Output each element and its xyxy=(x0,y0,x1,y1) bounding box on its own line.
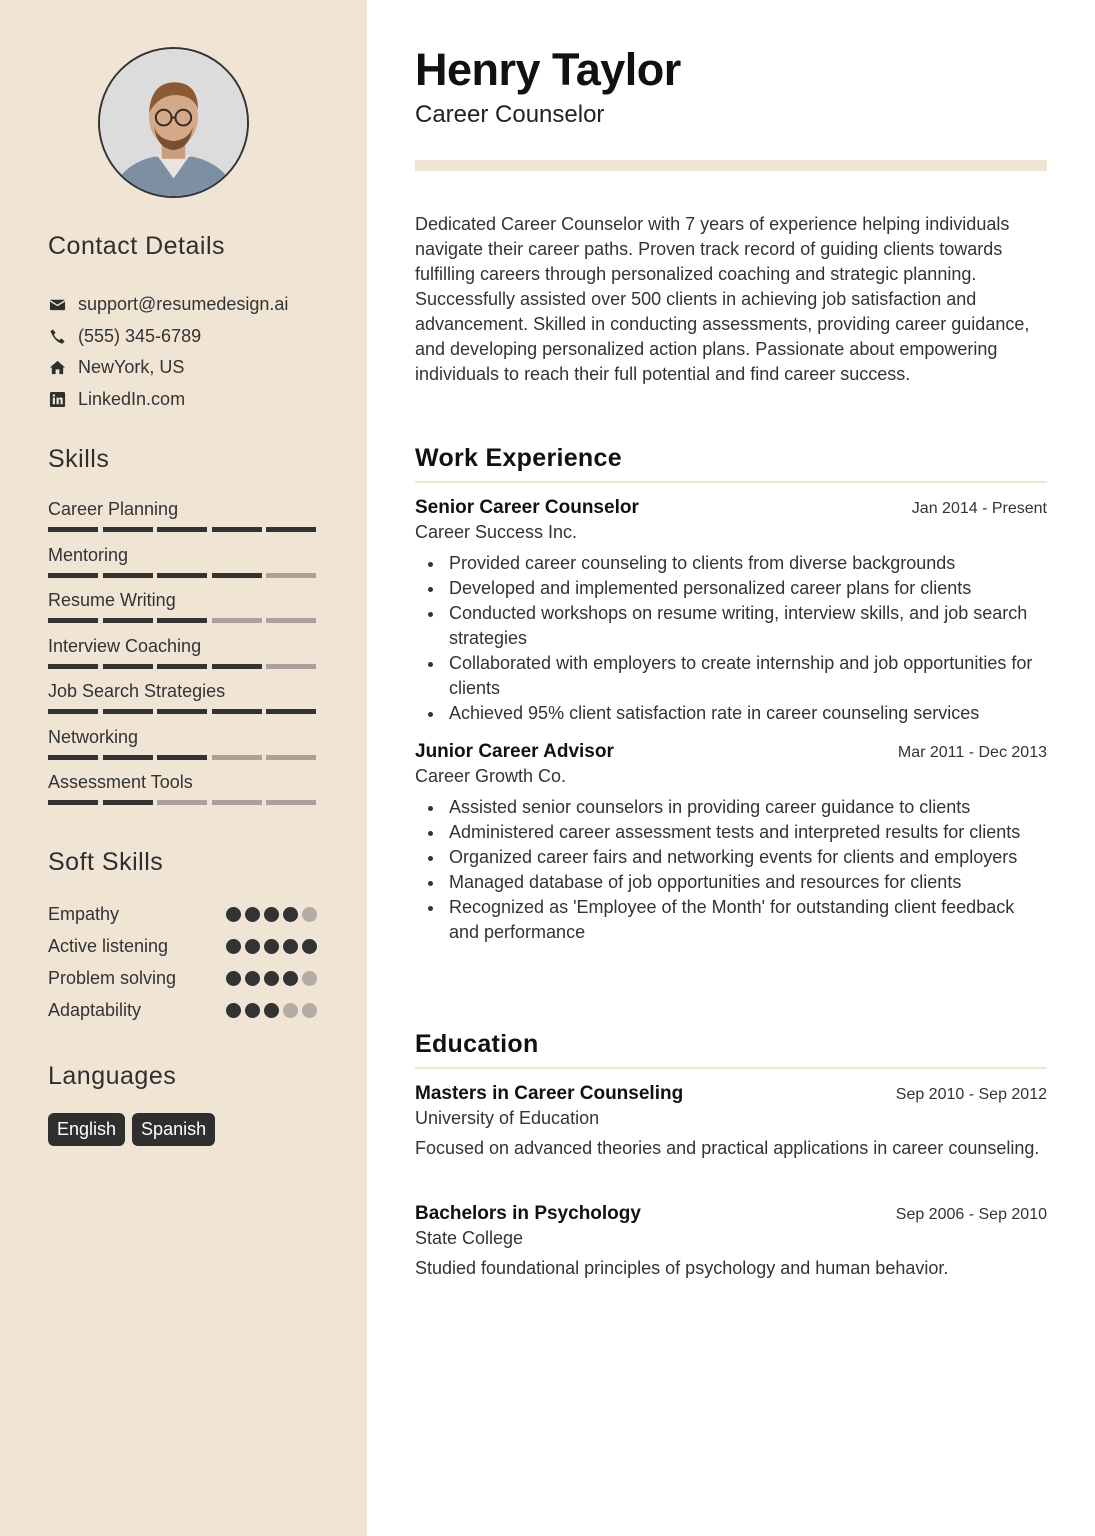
contact-phone-text[interactable]: (555) 345-6789 xyxy=(78,325,202,346)
rating-dot xyxy=(226,1003,241,1018)
skill-item xyxy=(48,678,318,724)
level-segment xyxy=(48,618,98,623)
job-bullet: Organized career fairs and networking events for clients and employers xyxy=(415,845,1047,870)
skill-item xyxy=(48,587,318,633)
level-segment xyxy=(212,618,262,623)
level-segment xyxy=(103,527,153,532)
education-entry xyxy=(415,1203,1047,1281)
level-segment xyxy=(157,573,207,578)
rating-dot xyxy=(283,1003,298,1018)
level-segment xyxy=(212,664,262,669)
envelope-icon xyxy=(48,296,66,314)
level-segment xyxy=(157,618,207,623)
avatar-photo xyxy=(100,49,247,196)
job-bullet: Recognized as 'Employee of the Month' for outstanding client feedback and performance xyxy=(415,895,1047,945)
level-segment xyxy=(157,800,207,805)
rating-dot xyxy=(264,971,279,986)
school-name: University of Education xyxy=(415,1108,600,1128)
level-segment xyxy=(266,618,316,623)
level-segment xyxy=(48,573,98,578)
skill-item xyxy=(48,724,318,770)
level-segment xyxy=(266,573,316,578)
level-segment xyxy=(212,527,262,532)
skill-level-bar xyxy=(48,755,318,760)
rating-dot xyxy=(283,907,298,922)
home-icon xyxy=(48,359,66,377)
soft-skill-rating xyxy=(226,907,317,922)
level-segment xyxy=(157,709,207,714)
rating-dot xyxy=(283,971,298,986)
skill-name: Career Planning xyxy=(48,499,179,519)
job-entry xyxy=(415,497,1047,726)
rating-dot xyxy=(283,939,298,954)
job-date: Mar 2011 - Dec 2013 xyxy=(897,744,1047,761)
job-company: Career Growth Co. xyxy=(415,766,567,786)
level-segment xyxy=(48,664,98,669)
rating-dot xyxy=(226,939,241,954)
rating-dot xyxy=(245,939,260,954)
skill-item xyxy=(48,769,318,815)
skill-level-bar xyxy=(48,527,318,532)
soft-skill-rating xyxy=(226,939,317,954)
skill-item xyxy=(48,542,318,588)
soft-skill-name: Adaptability xyxy=(48,999,142,1020)
contact-location-text: NewYork, US xyxy=(78,357,185,378)
rating-dot xyxy=(264,1003,279,1018)
contact-phone xyxy=(48,321,328,353)
level-segment xyxy=(48,800,98,805)
soft-skills-list xyxy=(48,898,318,1026)
skill-level-bar xyxy=(48,800,318,805)
soft-skill-item xyxy=(48,930,318,962)
contact-linkedin-text[interactable]: LinkedIn.com xyxy=(78,388,186,409)
level-segment xyxy=(157,664,207,669)
contact-email-text[interactable]: support@resumedesign.ai xyxy=(78,294,289,315)
soft-skill-item xyxy=(48,994,318,1026)
school-name: State College xyxy=(415,1228,524,1248)
job-bullet: Conducted workshops on resume writing, interview skills, and job search strategies xyxy=(415,601,1047,651)
soft-skill-item xyxy=(48,962,318,994)
job-company: Career Success Inc. xyxy=(415,522,578,542)
level-segment xyxy=(103,618,153,623)
level-segment xyxy=(266,527,316,532)
rating-dot xyxy=(264,907,279,922)
soft-skill-item xyxy=(48,898,318,930)
soft-skill-rating xyxy=(226,1003,317,1018)
skill-level-bar xyxy=(48,618,318,623)
skill-name: Resume Writing xyxy=(48,590,176,610)
contact-list xyxy=(48,289,328,415)
contact-heading: Contact Details xyxy=(48,232,226,260)
skill-item xyxy=(48,496,318,542)
education-date: Sep 2010 - Sep 2012 xyxy=(895,1086,1047,1103)
soft-skill-name: Problem solving xyxy=(48,967,177,988)
job-title: Senior Career Counselor xyxy=(415,497,639,518)
skill-name: Interview Coaching xyxy=(48,635,202,656)
job-bullet: Assisted senior counselors in providing career guidance to clients xyxy=(415,795,1047,820)
job-bullet: Managed database of job opportunities and resources for clients xyxy=(415,870,1047,895)
rating-dot xyxy=(264,939,279,954)
phone-icon xyxy=(48,327,66,345)
education-heading: Education xyxy=(415,1030,1047,1069)
rating-dot xyxy=(226,971,241,986)
contact-email xyxy=(48,289,328,321)
languages-heading: Languages xyxy=(48,1062,177,1090)
rating-dot xyxy=(302,1003,317,1018)
avatar xyxy=(98,47,249,198)
skill-name: Assessment Tools xyxy=(48,772,193,792)
education-entry xyxy=(415,1083,1047,1161)
skill-level-bar xyxy=(48,709,318,714)
level-segment xyxy=(266,709,316,714)
skill-level-bar xyxy=(48,664,318,669)
level-segment xyxy=(212,573,262,578)
job-bullets xyxy=(415,551,1047,726)
rating-dot xyxy=(302,971,317,986)
candidate-title: Career Counselor xyxy=(415,101,605,128)
job-bullet: Provided career counseling to clients from diverse backgrounds xyxy=(415,551,1047,576)
soft-skill-rating xyxy=(226,971,317,986)
level-segment xyxy=(103,664,153,669)
level-segment xyxy=(103,755,153,760)
level-segment xyxy=(48,527,98,532)
language-badge: Spanish xyxy=(132,1113,215,1146)
languages-list xyxy=(48,1113,215,1146)
profile-summary: Dedicated Career Counselor with 7 years of experience helping individuals navigate their career paths. Proven track record of guiding clients towards fulfilling careers through personalized coaching and strategic planning. Successfully assisted over 500 clients in achieving job satisfaction and advancement. Skilled in conducting assessments, providing career guidance, and developing personalized action plans. Passionate about empowering individuals to reach their full potential and find career success. xyxy=(415,214,1030,384)
rating-dot xyxy=(245,907,260,922)
job-bullets xyxy=(415,795,1047,945)
job-entry xyxy=(415,741,1047,945)
level-segment xyxy=(212,709,262,714)
level-segment xyxy=(212,800,262,805)
level-segment xyxy=(266,800,316,805)
skill-level-bar xyxy=(48,573,318,578)
soft-skills-heading: Soft Skills xyxy=(48,848,164,876)
rating-dot xyxy=(245,971,260,986)
degree-title: Masters in Career Counseling xyxy=(415,1083,684,1104)
rating-dot xyxy=(302,939,317,954)
level-segment xyxy=(48,755,98,760)
skill-name: Networking xyxy=(48,726,139,747)
level-segment xyxy=(103,573,153,578)
level-segment xyxy=(266,755,316,760)
education-date: Sep 2006 - Sep 2010 xyxy=(895,1206,1047,1223)
rating-dot xyxy=(226,907,241,922)
job-bullet: Collaborated with employers to create internship and job opportunities for clients xyxy=(415,651,1047,701)
work-experience-heading: Work Experience xyxy=(415,444,1047,483)
rating-dot xyxy=(302,907,317,922)
job-bullet: Developed and implemented personalized career plans for clients xyxy=(415,576,1047,601)
linkedin-icon xyxy=(48,390,66,408)
job-date: Jan 2014 - Present xyxy=(911,500,1047,517)
level-segment xyxy=(157,527,207,532)
skills-list xyxy=(48,496,318,815)
soft-skill-name: Active listening xyxy=(48,935,169,956)
level-segment xyxy=(103,800,153,805)
level-segment xyxy=(266,664,316,669)
title-divider xyxy=(415,160,1047,171)
contact-location xyxy=(48,352,328,384)
degree-title: Bachelors in Psychology xyxy=(415,1203,641,1224)
level-segment xyxy=(103,709,153,714)
contact-linkedin xyxy=(48,384,328,416)
job-bullet: Achieved 95% client satisfaction rate in career counseling services xyxy=(415,701,1047,726)
skill-name: Job Search Strategies xyxy=(48,681,226,701)
level-segment xyxy=(48,709,98,714)
level-segment xyxy=(157,755,207,760)
education-description: Studied foundational principles of psychology and human behavior. xyxy=(415,1258,949,1278)
language-badge: English xyxy=(48,1113,125,1146)
skills-heading: Skills xyxy=(48,445,110,473)
education-description: Focused on advanced theories and practical applications in career counseling. xyxy=(415,1138,1040,1158)
candidate-name: Henry Taylor xyxy=(415,44,681,95)
job-title: Junior Career Advisor xyxy=(415,741,614,762)
skill-item xyxy=(48,633,318,679)
rating-dot xyxy=(245,1003,260,1018)
job-bullet: Administered career assessment tests and interpreted results for clients xyxy=(415,820,1047,845)
level-segment xyxy=(212,755,262,760)
soft-skill-name: Empathy xyxy=(48,903,120,924)
skill-name: Mentoring xyxy=(48,544,129,565)
